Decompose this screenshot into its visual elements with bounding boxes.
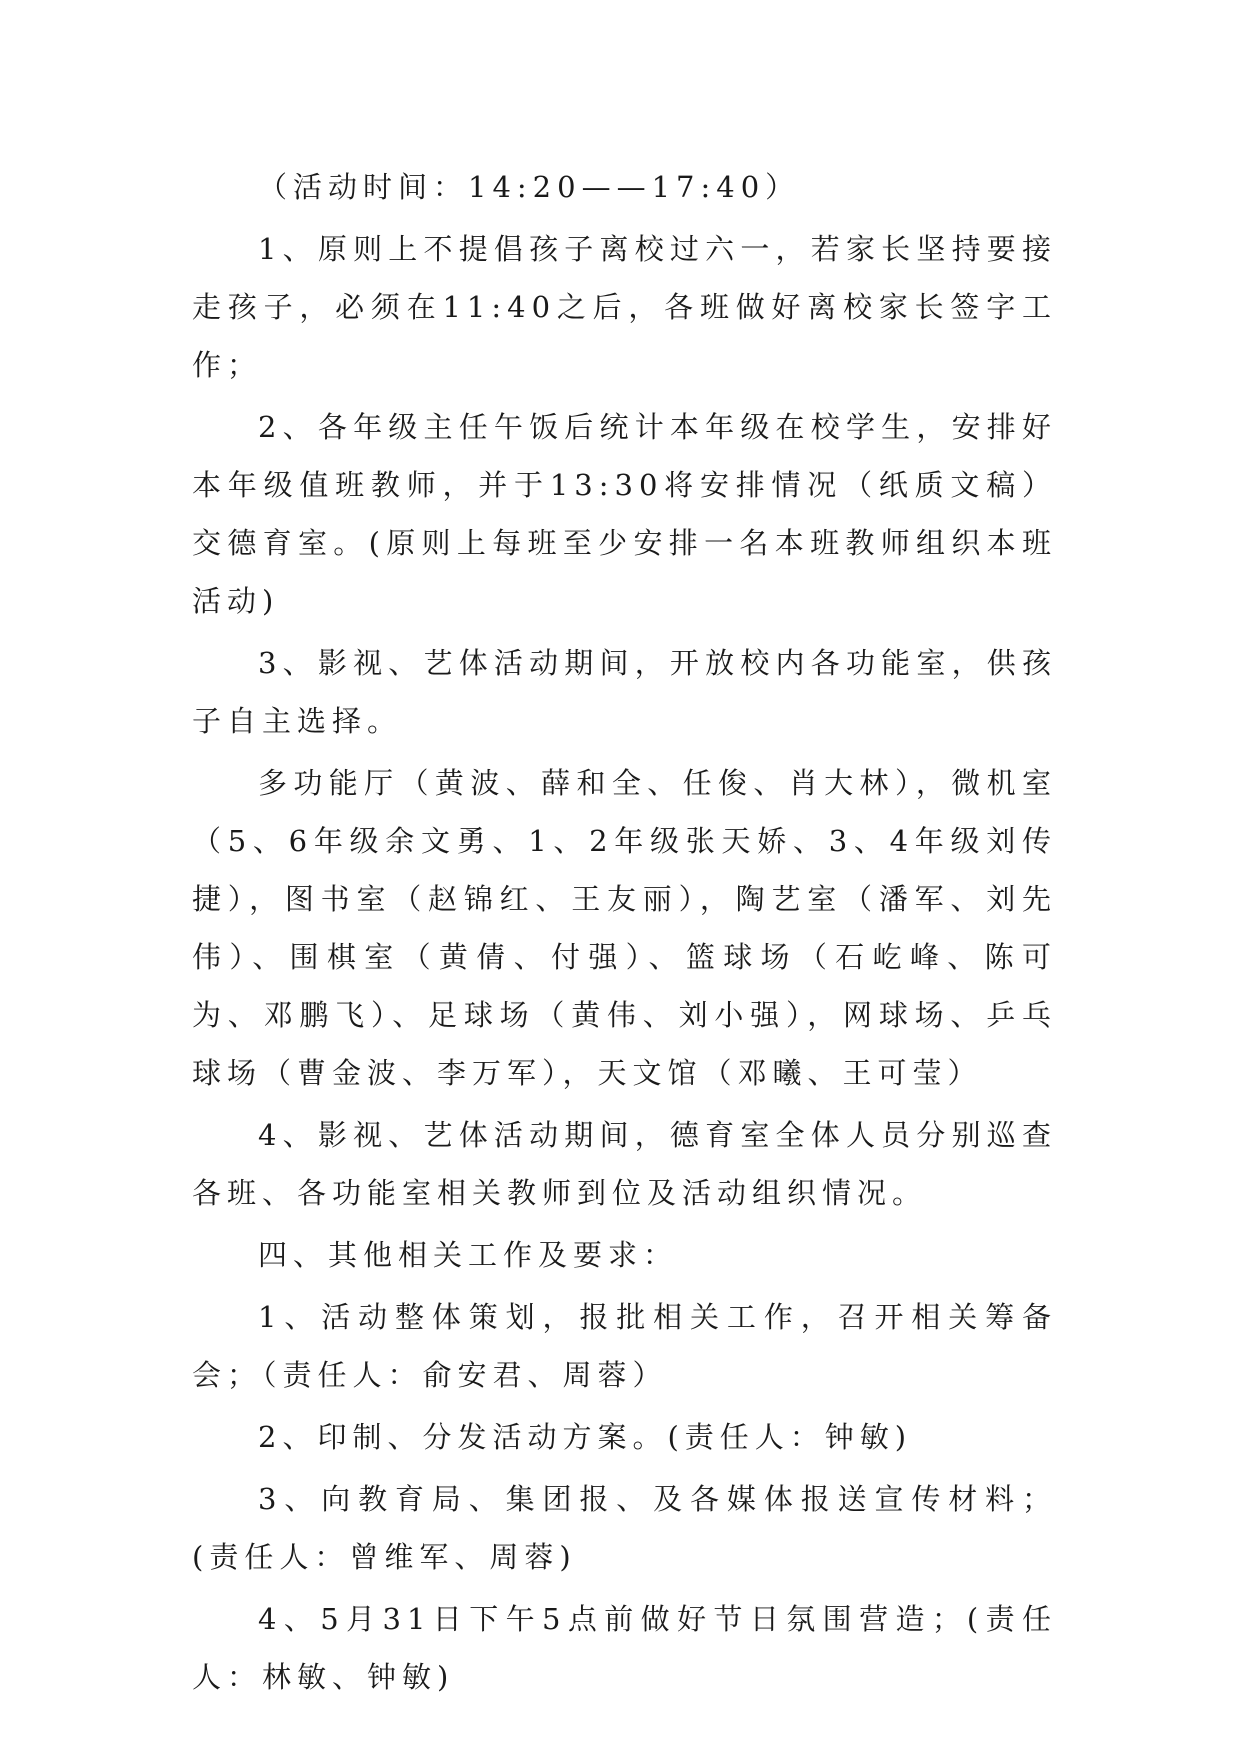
function-room-assignments-paragraph: 多功能厅（黄波、薛和全、任俊、肖大林），微机室（5、6年级余文勇、1、2年级张天娇、3、4年级刘传捷），图书室（赵锦红、王友丽），陶艺室（潘军、刘先伟）、围棋室（黄倩、付强）、篮球场（石屹峰、陈可为、邓鹏飞）、足球场（黄伟、刘小强），网球场、乒乓球场（曹金波、李万军），天文馆（邓曦、王可莹） (192, 766, 1057, 1090)
item-4-inspection-paragraph: 4、影视、艺体活动期间，德育室全体人员分别巡查各班、各功能室相关教师到位及活动组织情况。 (192, 1118, 1057, 1210)
section-heading-other-requirements: 四、其他相关工作及要求： (258, 1238, 679, 1272)
requirement-4-atmosphere-paragraph: 4、5月31日下午5点前做好节日氛围营造；(责任人：林敏、钟敏) (192, 1602, 1057, 1694)
document-body (192, 158, 1057, 1710)
item-2-grade-statistics-paragraph: 2、各年级主任午饭后统计本年级在校学生，安排好本年级值班教师，并于13:30将安排情况（纸质文稿）交德育室。(原则上每班至少安排一名本班教师组织本班活动) (192, 410, 1057, 618)
item-1-leave-school-paragraph: 1、原则上不提倡孩子离校过六一，若家长坚持要接走孩子，必须在11:40之后，各班做好离校家长签字工作； (192, 232, 1057, 382)
requirement-3-publicity-paragraph: 3、向教育局、集团报、及各媒体报送宣传材料；(责任人：曾维军、周蓉) (192, 1482, 1057, 1574)
item-3-function-rooms-paragraph: 3、影视、艺体活动期间，开放校内各功能室，供孩子自主选择。 (192, 646, 1057, 738)
activity-time-paragraph: （活动时间：14:20——17:40） (258, 170, 801, 204)
requirement-1-planning-paragraph: 1、活动整体策划，报批相关工作，召开相关筹备会；（责任人：俞安君、周蓉） (192, 1300, 1057, 1392)
requirement-2-printing-paragraph: 2、印制、分发活动方案。(责任人：钟敏) (258, 1420, 913, 1454)
